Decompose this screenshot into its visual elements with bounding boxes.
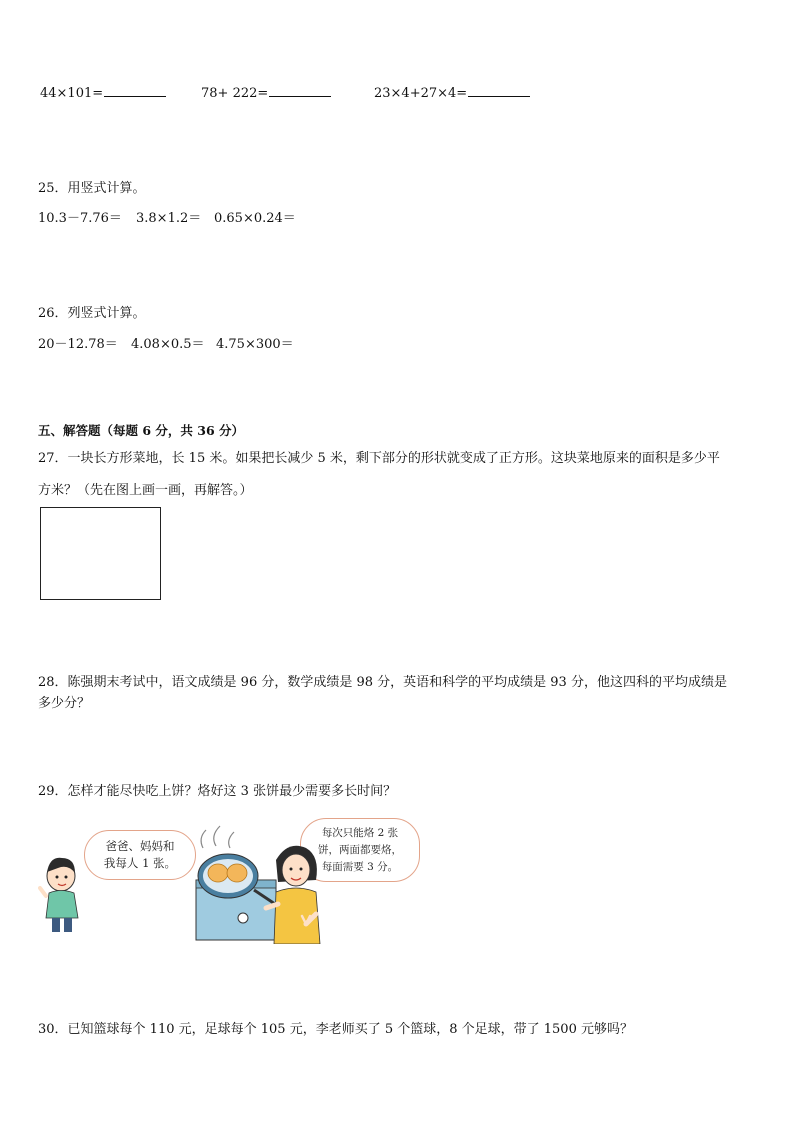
mom-bubble-line-1: 每次只能烙 2 张 xyxy=(321,827,399,839)
illustration xyxy=(38,818,428,944)
q26-expr-2: 4.08×0.5＝ xyxy=(131,337,205,352)
q26-expr-1: 20－12.78＝ xyxy=(38,337,118,352)
boy-bubble-line-2: 我每人 1 张。 xyxy=(103,856,177,870)
q24-item-2 xyxy=(201,84,331,101)
section-title: 五、解答题（每题 6 分，共 36 分） xyxy=(38,423,245,438)
q24-expr-1: 44×101= xyxy=(40,86,104,101)
boy-bubble-line-1: 爸爸、妈妈和 xyxy=(105,839,175,853)
drawing-rectangle[interactable] xyxy=(40,507,161,600)
q30-text: 30．已知篮球每个 110 元，足球每个 105 元，李老师买了 5 个篮球，8 个足球，带了 1500 元够吗？ xyxy=(38,1022,633,1037)
mom-bubble-line-2: 饼，两面都要烙， xyxy=(318,844,402,856)
answer-blank[interactable] xyxy=(104,84,166,97)
answer-blank[interactable] xyxy=(468,84,530,97)
mom-bubble-line-3: 每面需要 3 分。 xyxy=(321,861,399,873)
q24-item-3 xyxy=(374,84,530,101)
answer-blank[interactable] xyxy=(269,84,331,97)
q24-expr-3: 23×4+27×4= xyxy=(374,86,468,101)
q24-item-1 xyxy=(40,84,166,101)
q25-title: 25．用竖式计算。 xyxy=(38,181,146,196)
q27-line-1: 27．一块长方形菜地，长 15 米。如果把长减少 5 米，剩下部分的形状就变成了正方形。这块菜地原来的面积是多少平 xyxy=(38,451,720,466)
q28-line-2: 多少分？ xyxy=(38,696,91,711)
q25-expr-3: 0.65×0.24＝ xyxy=(214,211,296,226)
boy-figure xyxy=(40,858,78,932)
cooking-scene xyxy=(38,818,428,944)
q29-text: 29．怎样才能尽快吃上饼？烙好这 3 张饼最少需要多长时间？ xyxy=(38,784,397,799)
q27-line-2: 方米？（先在图上画一画，再解答。） xyxy=(38,483,253,498)
q25-expr-1: 10.3－7.76＝ xyxy=(38,211,122,226)
q26-title: 26．列竖式计算。 xyxy=(38,306,146,321)
q28-line-1: 28．陈强期末考试中，语文成绩是 96 分，数学成绩是 98 分，英语和科学的平均成绩是 93 分，他这四科的平均成绩是 xyxy=(38,675,727,690)
q26-expr-3: 4.75×300＝ xyxy=(216,337,294,352)
q24-expr-2: 78+ 222= xyxy=(201,86,269,101)
q25-expr-2: 3.8×1.2＝ xyxy=(136,211,202,226)
